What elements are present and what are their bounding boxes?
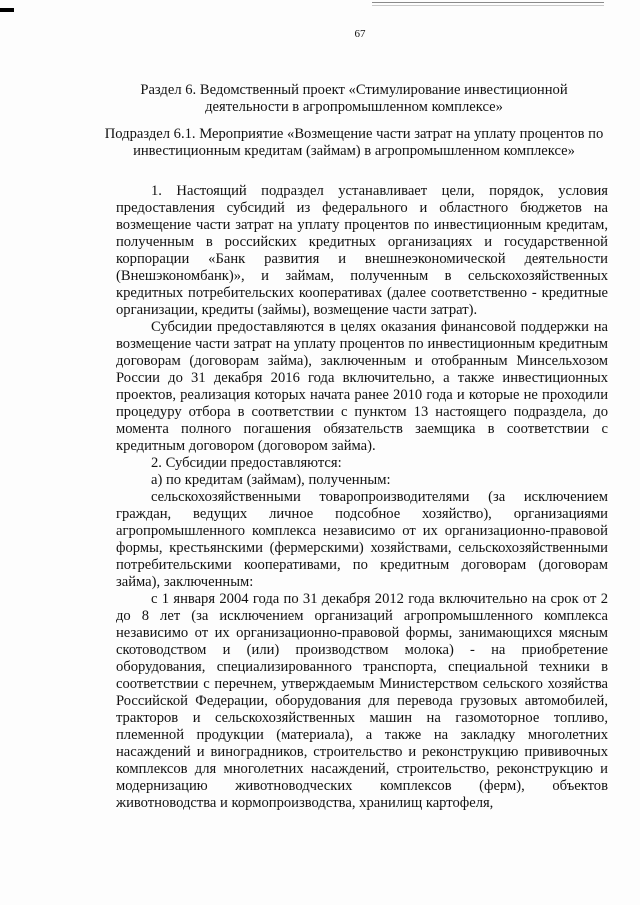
paragraph: 1. Настоящий подраздел устанавливает цели, порядок, условия предоставления субсидий из федерального и областного бюджетов на возмещение части затрат на уплату процентов по инвестиционным кредитам, полученным в российских кредитных организациях и государственной корпорации «Банк развития и внешнеэкономической деятельности (Внешэкономбанк)», и займам, полученным в сельскохозяйственных кредитных потребительских кооперативах (далее соответственно - кредитные организации, кредиты (займы), возмещение части затрат).: [116, 183, 608, 318]
page-number: 67: [354, 28, 366, 40]
paragraph: сельскохозяйственными товаропроизводителями (за исключением граждан, ведущих личное подсобное хозяйство), организациями агропромышленного комплекса независимо от их организационно-правовой формы, крестьянскими (фермерскими) хозяйствами, сельскохозяйственными потребительскими кооперативами, по кредитным договорам (договорам займа), заключенным:: [116, 489, 608, 590]
document-body: [116, 183, 608, 812]
scan-top-line: [372, 2, 604, 3]
subsection-title: Подраздел 6.1. Мероприятие «Возмещение части затрат на уплату процентов по инвестиционным кредитам (займам) в агропромышленном комплексе»: [104, 126, 604, 159]
scan-top-line-faint: [372, 5, 604, 6]
paragraph: 2. Субсидии предоставляются:: [151, 455, 342, 471]
section-title: Раздел 6. Ведомственный проект «Стимулирование инвестиционной деятельности в агропромышленном комплексе»: [140, 82, 568, 115]
scan-edge-mark: [0, 8, 14, 12]
paragraph: Субсидии предоставляются в целях оказания финансовой поддержки на возмещение части затрат на уплату процентов по инвестиционным кредитным договорам (договорам займа), заключенным и отобранным Минсельхозом России до 31 декабря 2016 года включительно, а также инвестиционных проектов, реализация которых начата ранее 2010 года и которые не проходили процедуру отбора в соответствии с пунктом 13 настоящего подраздела, до момента полного погашения обязательств заемщика в соответствии с кредитным договором (договором займа).: [116, 319, 608, 454]
paragraph: с 1 января 2004 года по 31 декабря 2012 года включительно на срок от 2 до 8 лет (за исключением организаций агропромышленного комплекса независимо от их организационно-правовой формы, занимающихся мясным скотоводством и (или) производством молока) - на приобретение оборудования, специализированного транспорта, специальной техники в соответствии с перечнем, утверждаемым Министерством сельского хозяйства Российской Федерации, оборудования для перевода грузовых автомобилей, тракторов и сельскохозяйственных машин на газомоторное топливо, племенной продукции (материала), а также на закладку многолетних насаждений и виноградников, строительство и реконструкцию прививочных комплексов для многолетних насаждений, строительство, реконструкцию и модернизацию животноводческих комплексов (ферм), объектов животноводства и кормопроизводства, хранилищ картофеля,: [116, 591, 608, 811]
paragraph: а) по кредитам (займам), полученным:: [151, 472, 391, 488]
